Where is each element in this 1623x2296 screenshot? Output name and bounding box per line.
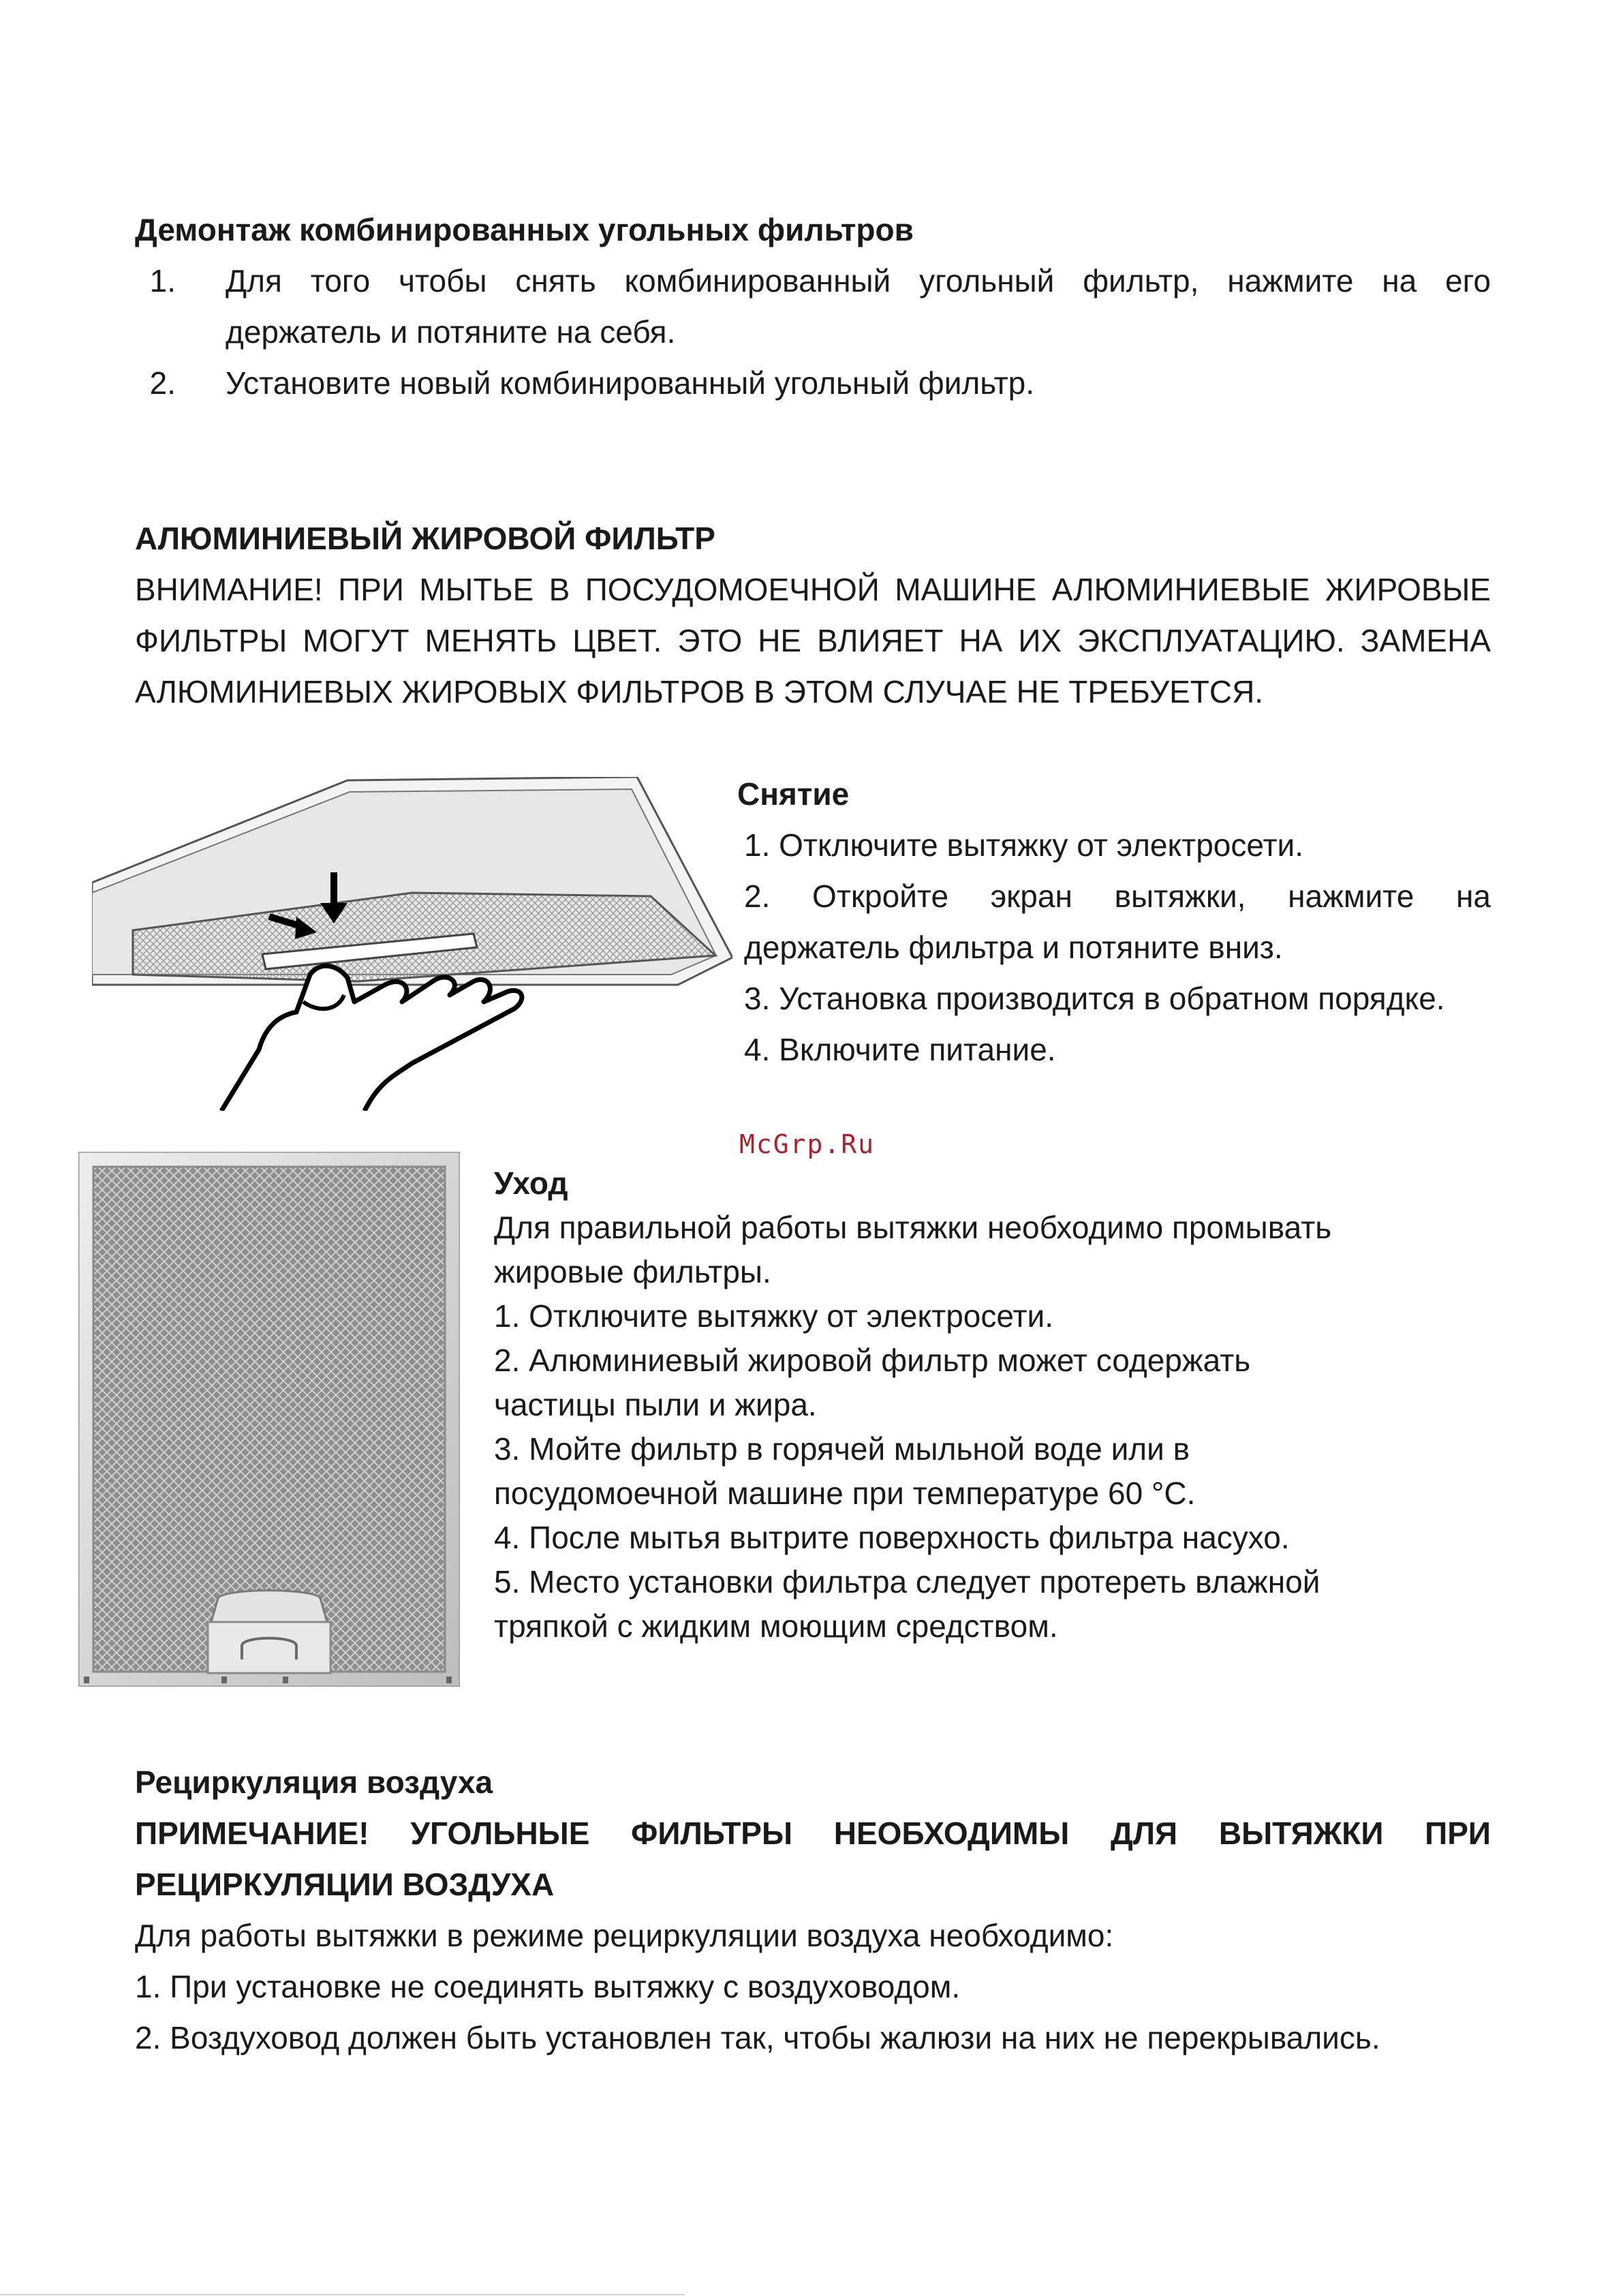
recirculation-line: 2. Воздуховод должен быть установлен так, чтобы жалюзи на них не перекрывались. xyxy=(135,2020,1380,2055)
removal-line: 4. Включите питание. xyxy=(744,1032,1056,1067)
section1-heading: Демонтаж комбинированных угольных фильтров xyxy=(135,212,914,247)
removal-line: держатель фильтра и потяните вниз. xyxy=(744,930,1283,965)
watermark-text: McGrp.Ru xyxy=(739,1129,876,1159)
recirculation-line: Для работы вытяжки в режиме рециркуляции воздуха необходимо: xyxy=(135,1918,1114,1953)
note-line: ПРИМЕЧАНИЕ! УГОЛЬНЫЕ ФИЛЬТРЫ НЕОБХОДИМЫ ДЛЯ ВЫТЯЖКИ ПРИ xyxy=(135,1816,1491,1851)
care-line: 3. Мойте фильтр в горячей мыльной воде или в xyxy=(494,1431,1190,1467)
recirculation-line: 1. При установке не соединять вытяжку с воздуховодом. xyxy=(135,1969,961,2004)
recirculation-heading: Рециркуляция воздуха xyxy=(135,1764,493,1800)
care-line: жировые фильтры. xyxy=(494,1254,771,1289)
footer-divider xyxy=(0,2294,685,2295)
removal-line: 1. Отключите вытяжку от электросети. xyxy=(744,827,1303,863)
section2-heading: АЛЮМИНИЕВЫЙ ЖИРОВОЙ ФИЛЬТР xyxy=(135,521,715,556)
list-number: 2. xyxy=(149,365,176,401)
care-line: 1. Отключите вытяжку от электросети. xyxy=(494,1298,1053,1334)
list-item-line: держатель и потяните на себя. xyxy=(226,314,676,350)
care-line: частицы пыли и жира. xyxy=(494,1387,817,1422)
list-number: 1. xyxy=(149,263,176,299)
care-heading: Уход xyxy=(494,1165,568,1201)
care-line: посудомоечной машине при температуре 60 °C. xyxy=(494,1475,1196,1511)
removal-line: 3. Установка производится в обратном порядке. xyxy=(744,981,1445,1016)
care-line: тряпкой с жидким моющим средством. xyxy=(494,1608,1058,1644)
removal-heading: Снятие xyxy=(737,776,850,812)
care-block xyxy=(494,1161,1400,1649)
care-line: 5. Место установки фильтра следует протереть влажной xyxy=(494,1564,1320,1599)
warning-line: АЛЮМИНИЕВЫХ ЖИРОВЫХ ФИЛЬТРОВ В ЭТОМ СЛУЧАЕ НЕ ТРЕБУЕТСЯ. xyxy=(135,674,1264,709)
list-item-line: Для того чтобы снять комбинированный угольный фильтр, нажмите на его xyxy=(226,263,1491,299)
list-item: Установите новый комбинированный угольный фильтр. xyxy=(226,365,1035,401)
removal-line: 2. Откройте экран вытяжки, нажмите на xyxy=(744,878,1491,914)
care-line: 2. Алюминиевый жировой фильтр может содержать xyxy=(494,1343,1251,1378)
filter-removal-illustration xyxy=(92,777,732,1111)
section1-list xyxy=(135,256,1491,409)
warning-line: ВНИМАНИЕ! ПРИ МЫТЬЕ В ПОСУДОМОЕЧНОЙ МАШИНЕ АЛЮМИНИЕВЫЕ ЖИРОВЫЕ xyxy=(135,572,1491,607)
care-line: Для правильной работы вытяжки необходимо промывать xyxy=(494,1210,1332,1245)
warning-line: ФИЛЬТРЫ МОГУТ МЕНЯТЬ ЦВЕТ. ЭТО НЕ ВЛИЯЕТ НА ИХ ЭКСПЛУАТАЦИЮ. ЗАМЕНА xyxy=(135,623,1491,658)
care-line: 4. После мытья вытрите поверхность фильтра насухо. xyxy=(494,1520,1290,1555)
grease-filter-image xyxy=(78,1152,460,1687)
note-line: РЕЦИРКУЛЯЦИИ ВОЗДУХА xyxy=(135,1867,555,1902)
